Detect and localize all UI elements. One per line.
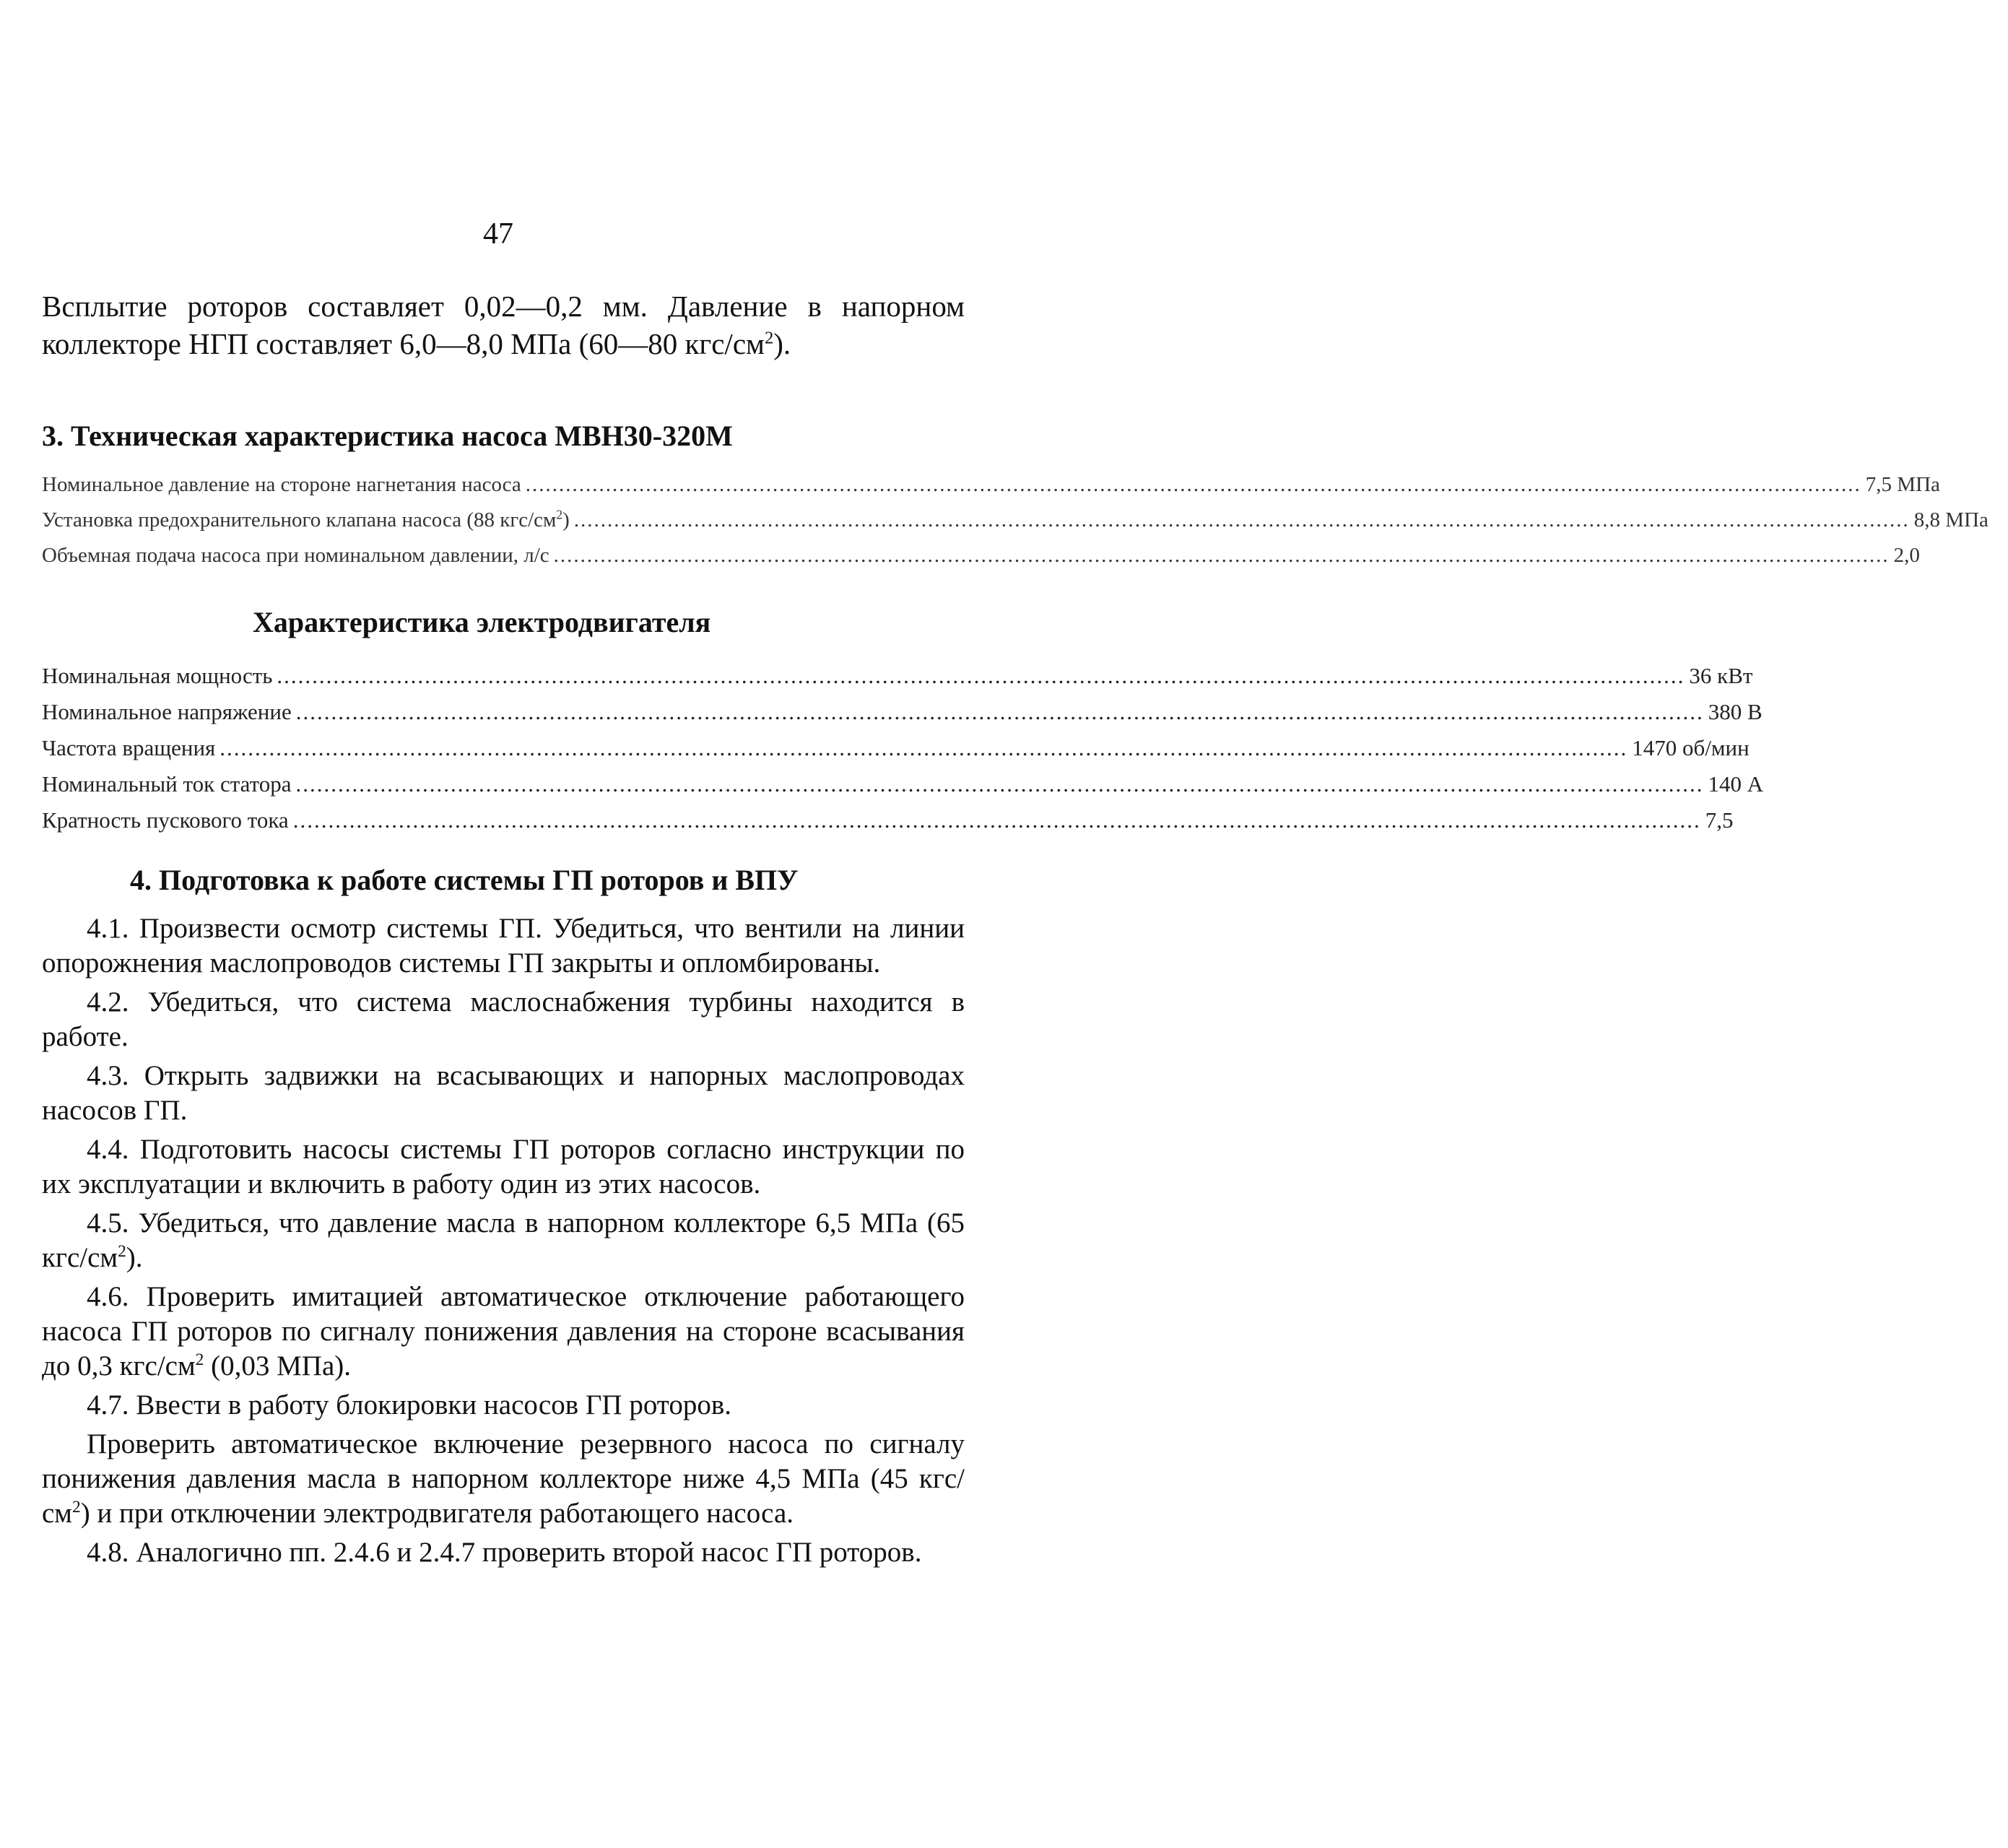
step-paragraph: 4.1. Произвести осмотр системы ГП. Убедиться, что вентили на линии опорожнения маслопроводов системы ГП закрыты и опломбированы. bbox=[42, 913, 965, 979]
pump-section-title: 3. Техническая характеристика насоса МВН30-320М bbox=[42, 420, 733, 452]
step-paragraph: 4.7. Ввести в работу блокировки насосов ГП роторов. bbox=[87, 1389, 732, 1420]
step-paragraph: 4.5. Убедиться, что давление масла в напорном коллекторе 6,5 МПа (65 кгс/$см^2$). bbox=[42, 1207, 965, 1273]
spec-label: Кратность пускового тока bbox=[42, 807, 289, 833]
spec-label: Номинальное напряжение bbox=[42, 699, 292, 724]
spec-label: Номинальная мощность bbox=[42, 663, 273, 688]
spec-label: Номинальное давление на стороне нагнетания насоса bbox=[42, 473, 521, 496]
spec-label: Объемная подача насоса при номинальном давлении, л/с bbox=[42, 544, 549, 567]
dot-leader: ........................................................................................................................................................................................................ bbox=[295, 699, 1704, 724]
dot-leader: ........................................................................................................................................................................................................ bbox=[553, 544, 1890, 567]
intro-text-end: ). bbox=[773, 327, 791, 360]
dot-leader: ........................................................................................................................................................................................................ bbox=[295, 771, 1704, 797]
spec-value: 36 кВт bbox=[1689, 663, 1753, 688]
spec-label: Номинальный ток статора bbox=[42, 771, 292, 797]
spec-value: 140 А bbox=[1708, 771, 1764, 797]
dot-leader: ........................................................................................................................................................................................................ bbox=[573, 508, 1910, 532]
spec-row bbox=[42, 807, 1734, 843]
spec-row bbox=[42, 699, 1763, 735]
step-paragraph: 4.6. Проверить имитацией автоматическое отключение работающего насоса ГП роторов по сигналу понижения давления на стороне всасывания до 0,3 кгс/$см^2$ (0,03 МПа). bbox=[42, 1281, 965, 1381]
spec-label: Частота вращения bbox=[42, 735, 216, 760]
intro-superscript: 2 bbox=[764, 328, 774, 348]
spec-label: Установка предохранительного клапана насоса (88 кгс/$см^2$) bbox=[42, 507, 570, 532]
step-paragraph: Проверить автоматическое включение резервного насоса по сигналу понижения давления масла в напорном коллекторе ниже 4,5 МПа (45 кгс/$см^2$) и при отключении электродвигателя работающего насоса. bbox=[42, 1428, 965, 1529]
step-paragraph: 4.8. Аналогично пп. 2.4.6 и 2.4.7 проверить второй насос ГП роторов. bbox=[87, 1537, 922, 1568]
spec-row bbox=[42, 663, 1753, 699]
intro-text: Всплытие роторов составляет 0,02—0,2 мм. Давление в напорном коллекторе НГП составляет 6,0—8,0 МПа (60—80 кгс/см bbox=[42, 290, 965, 360]
spec-value: 2,0 bbox=[1893, 544, 1920, 567]
page-number: 47 bbox=[483, 217, 513, 251]
spec-row bbox=[42, 771, 1764, 807]
spec-row bbox=[42, 735, 1750, 771]
dot-leader: ........................................................................................................................................................................................................ bbox=[292, 807, 1701, 833]
spec-value: 7,5 bbox=[1705, 807, 1734, 833]
dot-leader: ........................................................................................................................................................................................................ bbox=[277, 663, 1685, 688]
dot-leader: ........................................................................................................................................................................................................ bbox=[220, 735, 1628, 760]
spec-row bbox=[42, 507, 1989, 544]
intro-paragraph bbox=[42, 287, 965, 363]
spec-value: 1470 об/мин bbox=[1632, 735, 1750, 760]
spec-row bbox=[42, 473, 1940, 508]
step-paragraph: 4.3. Открыть задвижки на всасывающих и напорных маслопроводах насосов ГП. bbox=[42, 1060, 965, 1126]
motor-section-title: Характеристика электродвигателя bbox=[253, 606, 711, 638]
spec-value: 8,8 МПа bbox=[1913, 508, 1989, 532]
step-paragraph: 4.4. Подготовить насосы системы ГП роторов согласно инструкции по их эксплуатации и включить в работу один из этих насосов. bbox=[42, 1134, 965, 1200]
step-paragraph: 4.2. Убедиться, что система маслоснабжения турбины находится в работе. bbox=[42, 986, 965, 1052]
prep-section-title: 4. Подготовка к работе системы ГП роторов и ВПУ bbox=[130, 864, 799, 896]
spec-value: 380 В bbox=[1708, 699, 1763, 724]
spec-row bbox=[42, 544, 1920, 579]
prep-steps bbox=[42, 911, 965, 1574]
pump-spec-list bbox=[42, 473, 1989, 579]
spec-value: 7,5 МПа bbox=[1865, 473, 1940, 496]
dot-leader: ........................................................................................................................................................................................................ bbox=[525, 473, 1861, 496]
motor-spec-list bbox=[42, 663, 1764, 843]
